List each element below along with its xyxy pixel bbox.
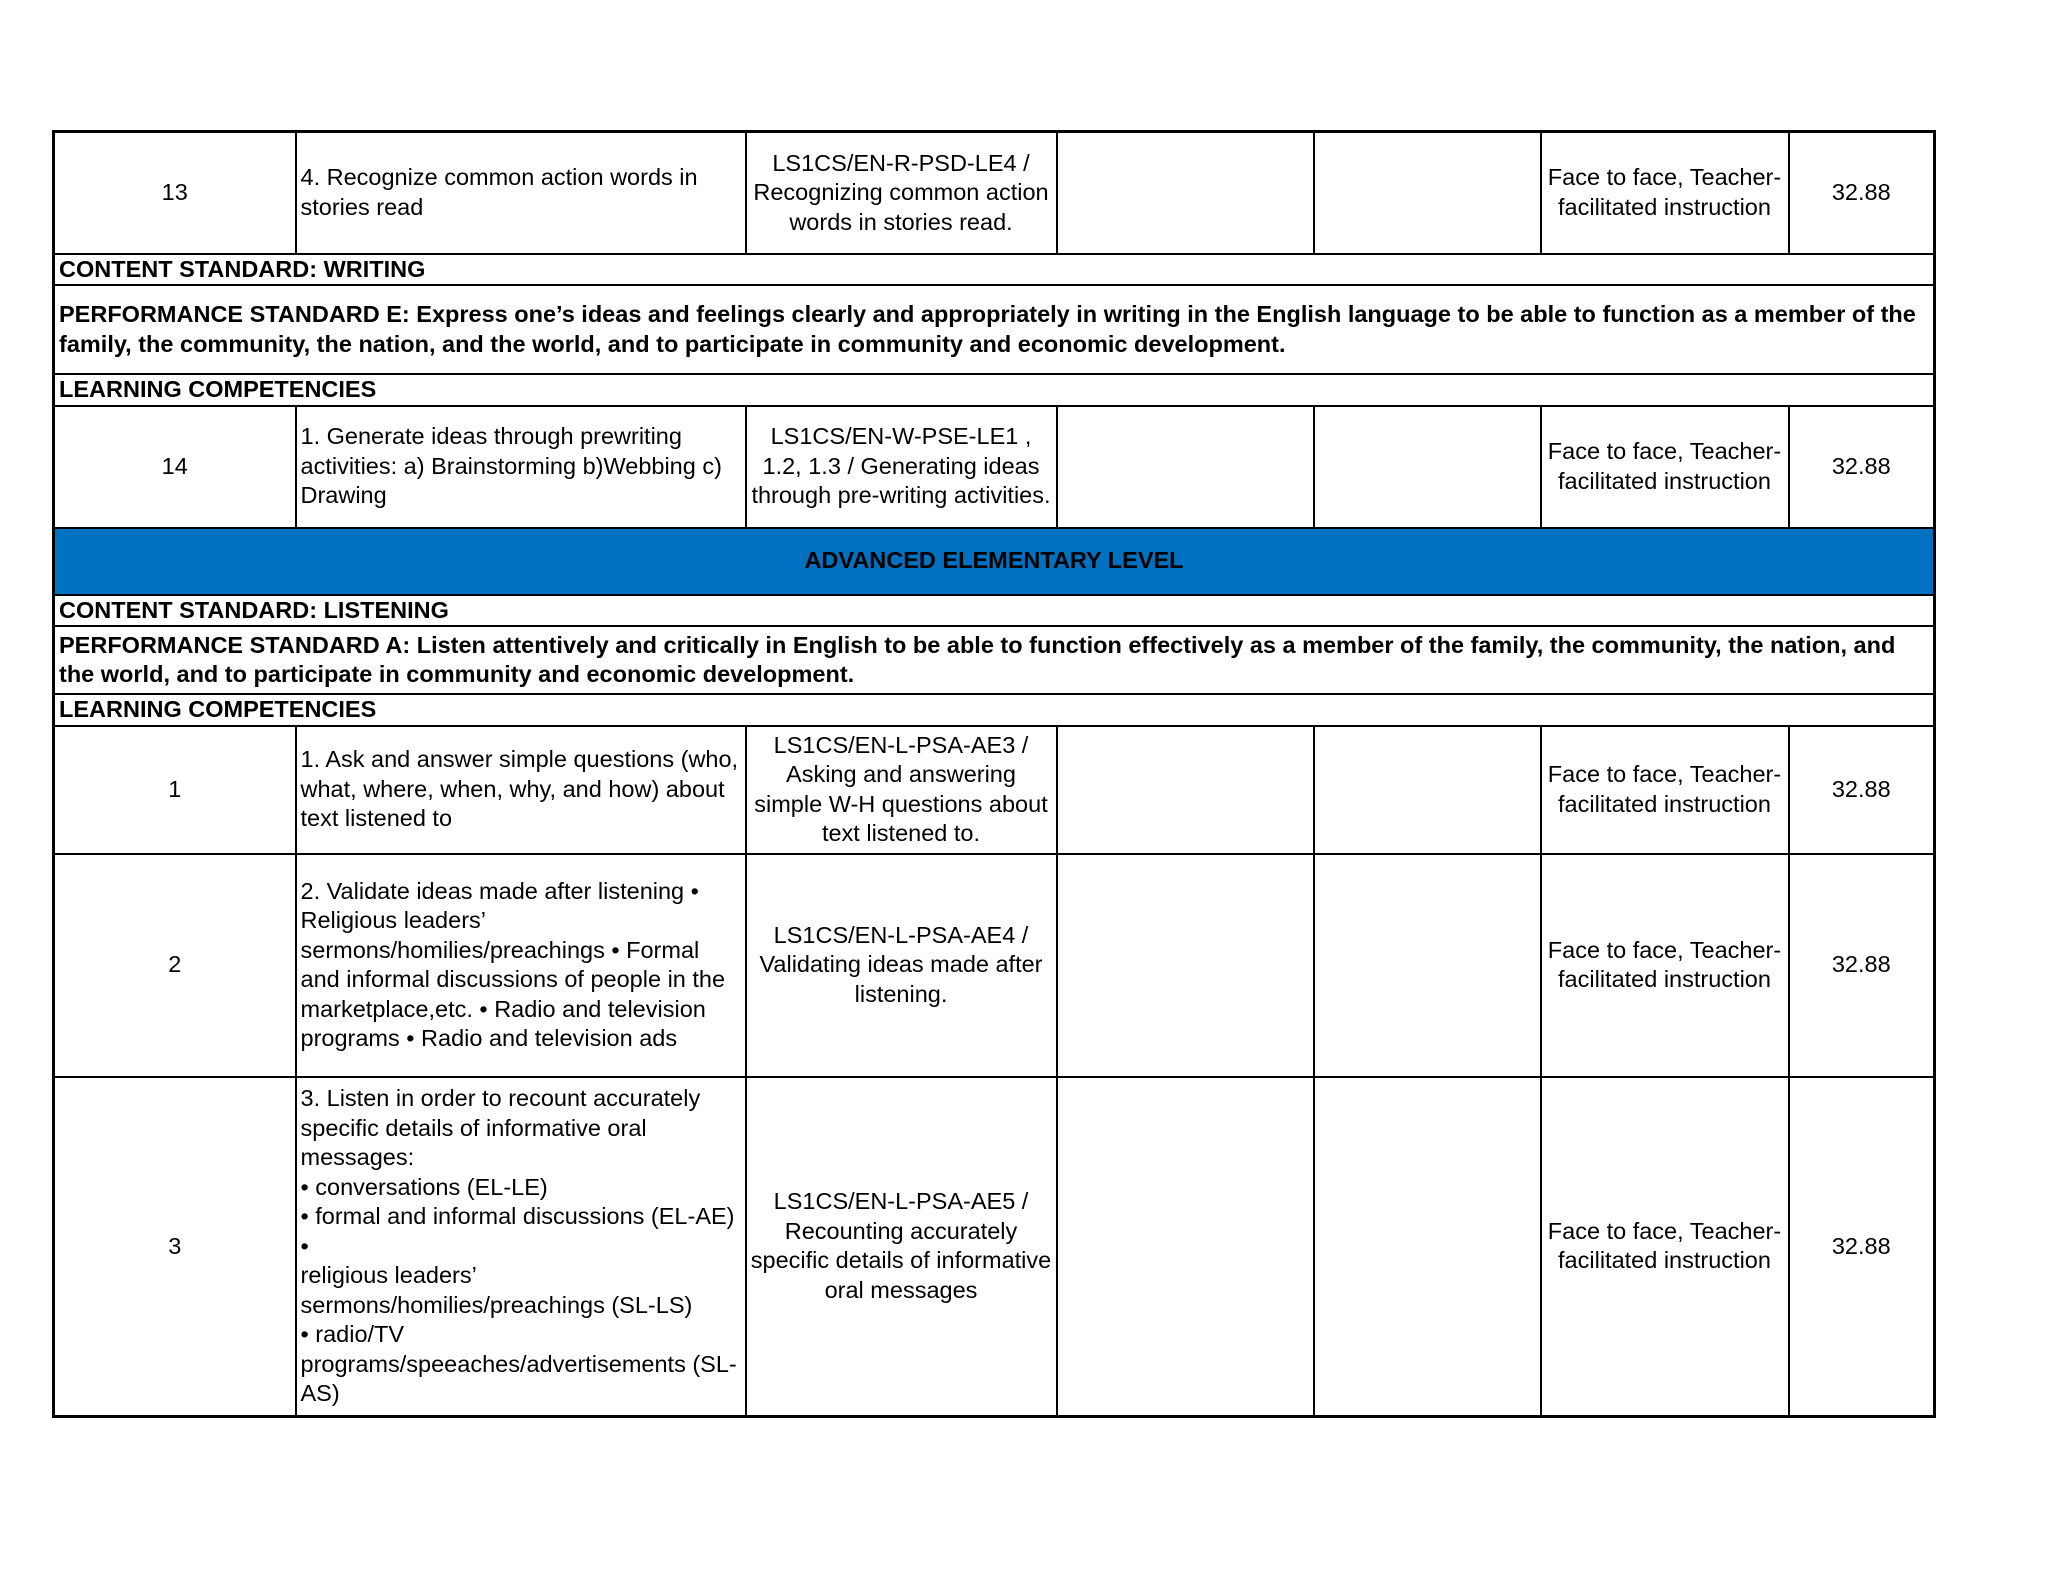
mode-cell: Face to face, Teacher-facilitated instruction <box>1541 854 1789 1077</box>
table-row <box>54 1077 1935 1417</box>
empty-cell <box>1314 1077 1541 1417</box>
mode-cell: Face to face, Teacher-facilitated instruction <box>1541 1077 1789 1417</box>
competency-cell: 4. Recognize common action words in stories read <box>296 132 746 254</box>
empty-cell <box>1314 406 1541 528</box>
code-cell: LS1CS/EN-R-PSD-LE4 / Recognizing common action words in stories read. <box>746 132 1057 254</box>
row-number: 13 <box>54 132 296 254</box>
empty-cell <box>1314 726 1541 854</box>
performance-standard-row <box>54 285 1935 374</box>
code-cell: LS1CS/EN-L-PSA-AE3 / Asking and answering simple W-H questions about text listened to. <box>746 726 1057 854</box>
table-row <box>54 406 1935 528</box>
level-header-row <box>54 528 1935 595</box>
learning-competencies-row <box>54 374 1935 406</box>
competency-cell: 1. Generate ideas through prewriting activities: a) Brainstorming b)Webbing c) Drawing <box>296 406 746 528</box>
row-number: 14 <box>54 406 296 528</box>
mode-cell: Face to face, Teacher-facilitated instruction <box>1541 726 1789 854</box>
code-cell: LS1CS/EN-L-PSA-AE4 / Validating ideas made after listening. <box>746 854 1057 1077</box>
content-standard-row <box>54 254 1935 286</box>
performance-standard-row <box>54 626 1935 694</box>
empty-cell <box>1314 132 1541 254</box>
learning-competencies-heading: LEARNING COMPETENCIES <box>54 374 1935 406</box>
hours-cell: 32.88 <box>1789 406 1935 528</box>
code-cell: LS1CS/EN-L-PSA-AE5 / Recounting accurately specific details of informative oral messages <box>746 1077 1057 1417</box>
performance-standard-a: PERFORMANCE STANDARD A: Listen attentively and critically in English to be able to function effectively as a member of the family, the community, the nation, and the world, and to participate in community and economic development. <box>54 626 1935 694</box>
mode-cell: Face to face, Teacher-facilitated instruction <box>1541 132 1789 254</box>
empty-cell <box>1057 726 1314 854</box>
row-number: 3 <box>54 1077 296 1417</box>
content-standard-row <box>54 595 1935 627</box>
code-cell: LS1CS/EN-W-PSE-LE1 , 1.2, 1.3 / Generating ideas through pre-writing activities. <box>746 406 1057 528</box>
content-standard-listening: CONTENT STANDARD: LISTENING <box>54 595 1935 627</box>
curriculum-table <box>52 130 1936 1418</box>
table-row <box>54 132 1935 254</box>
competency-cell: 1. Ask and answer simple questions (who, what, where, when, why, and how) about text listened to <box>296 726 746 854</box>
hours-cell: 32.88 <box>1789 726 1935 854</box>
hours-cell: 32.88 <box>1789 854 1935 1077</box>
hours-cell: 32.88 <box>1789 132 1935 254</box>
empty-cell <box>1057 1077 1314 1417</box>
hours-cell: 32.88 <box>1789 1077 1935 1417</box>
empty-cell <box>1057 854 1314 1077</box>
row-number: 1 <box>54 726 296 854</box>
table-row <box>54 726 1935 854</box>
content-standard-writing: CONTENT STANDARD: WRITING <box>54 254 1935 286</box>
learning-competencies-heading: LEARNING COMPETENCIES <box>54 694 1935 726</box>
empty-cell <box>1057 406 1314 528</box>
empty-cell <box>1314 854 1541 1077</box>
competency-cell: 2. Validate ideas made after listening • Religious leaders’ sermons/homilies/preachings • Formal and informal discussions of people in the marketplace,etc. • Radio and television programs • Radio and television ads <box>296 854 746 1077</box>
mode-cell: Face to face, Teacher-facilitated instruction <box>1541 406 1789 528</box>
performance-standard-e: PERFORMANCE STANDARD E: Express one’s ideas and feelings clearly and appropriately in writing in the English language to be able to function as a member of the family, the community, the nation, and the world, and to participate in community and economic development. <box>54 285 1935 374</box>
learning-competencies-row <box>54 694 1935 726</box>
table-row <box>54 854 1935 1077</box>
competency-cell: 3. Listen in order to recount accurately specific details of informative oral messages: • conversations (EL-LE) • formal and informal discussions (EL-AE) • religious leaders’ sermons/homilies/preachings (SL-LS) • radio/TV programs/speeaches/advertisements (SL-AS) <box>296 1077 746 1417</box>
empty-cell <box>1057 132 1314 254</box>
level-header: ADVANCED ELEMENTARY LEVEL <box>54 528 1935 595</box>
row-number: 2 <box>54 854 296 1077</box>
